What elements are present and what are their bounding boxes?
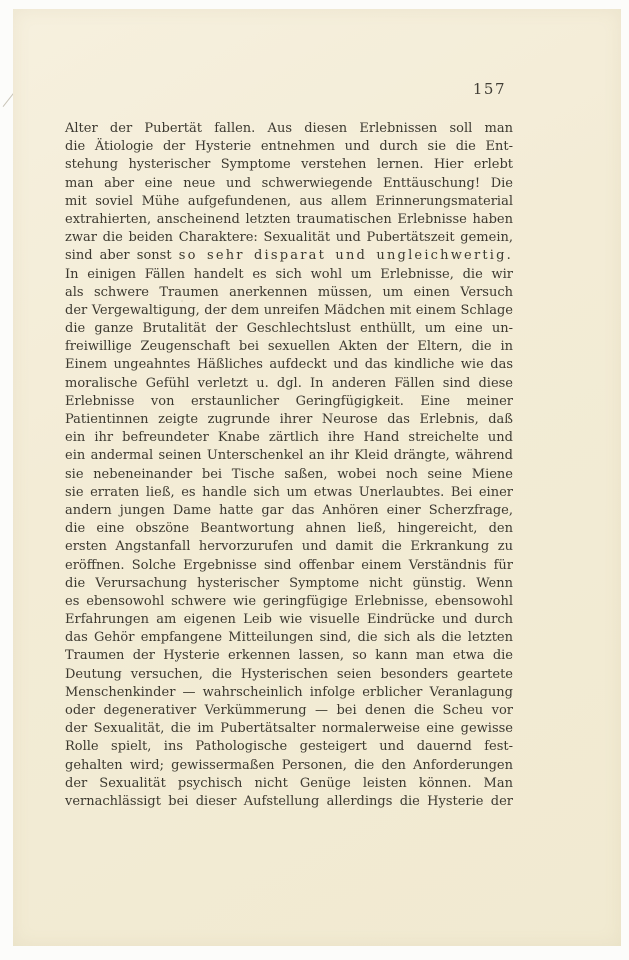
line-segment: zwar die beiden Charaktere: Sexualität und Pubertätszeit gemein, — [65, 230, 513, 246]
line-segment: Traumen der Hysterie erkennen lassen, so kann man etwa die — [65, 648, 513, 664]
text-line — [65, 284, 513, 302]
emphasized-spaced-text: so sehr disparat und ungleichwertig. — [178, 248, 513, 264]
line-segment: oder degenerativer Verkümmerung — bei denen die Scheu vor — [65, 703, 513, 718]
line-segment: In einigen Fällen handelt es sich wohl um Erlebnisse, die wir — [65, 266, 513, 282]
line-segment: man aber eine neue und schwerwiegende Enttäuschung! Die — [65, 175, 513, 191]
line-segment: die ganze Brutalität der Geschlechtslust enthüllt, um eine un- — [65, 321, 513, 337]
line-segment: es ebensowohl schwere wie geringfügige Erlebnisse, ebensowohl — [65, 593, 513, 609]
text-line — [65, 429, 513, 447]
text-line — [65, 411, 513, 429]
line-segment: ersten Angstanfall hervorzurufen und damit die Erkrankung zu — [65, 539, 513, 555]
text-line — [65, 575, 513, 593]
line-segment: der Vergewaltigung, der dem unreifen Mädchen mit einem Schlage — [65, 302, 513, 318]
line-segment: sind aber sonst — [65, 248, 179, 264]
book-page — [13, 9, 621, 946]
text-line — [65, 702, 513, 720]
line-segment: Patientinnen zeigte zugrunde ihrer Neurose das Erlebnis, daß — [65, 412, 513, 427]
line-segment: freiwillige Zeugenschaft bei sexuellen Akten der Eltern, die in — [65, 339, 513, 355]
line-segment: ein ihr befreundeter Knabe zärtlich ihre Hand streichelte und — [65, 430, 513, 446]
line-segment: Rolle spielt, ins Pathologische gesteigert und dauernd fest- — [65, 739, 513, 755]
text-line — [65, 520, 513, 538]
line-segment: Erlebnisse von erstaunlicher Geringfügigkeit. Eine meiner — [65, 393, 513, 409]
text-line — [65, 375, 513, 393]
line-segment: stehung hysterischer Symptome verstehen lernen. Hier erlebt — [65, 157, 513, 173]
text-line — [65, 175, 513, 193]
line-segment: andern jungen Dame hatte gar das Anhören einer Scherzfrage, — [65, 502, 513, 518]
text-line — [65, 338, 513, 356]
line-segment: Deutung versuchen, die Hysterischen seien besonders geartete — [65, 666, 513, 682]
text-line — [65, 120, 513, 138]
text-line — [65, 247, 513, 265]
line-segment: der Sexualität psychisch nicht Genüge leisten können. Man — [65, 775, 513, 791]
text-line — [65, 684, 513, 702]
text-line — [65, 211, 513, 229]
text-line — [65, 757, 513, 775]
text-line — [65, 738, 513, 756]
line-segment: ein andermal seinen Unterschenkel an ihr Kleid drängte, während — [65, 448, 513, 464]
text-line — [65, 193, 513, 211]
line-segment: der Sexualität, die im Pubertätsalter normalerweise eine gewisse — [65, 721, 513, 737]
line-segment: das Gehör empfangene Mitteilungen sind, die sich als die letzten — [65, 630, 513, 646]
line-segment: vernachlässigt bei dieser Aufstellung allerdings die Hysterie der — [65, 793, 513, 809]
line-segment: Alter der Pubertät fallen. Aus diesen Erlebnissen soll man — [65, 121, 513, 136]
text-line — [65, 320, 513, 338]
page-number: 157 — [472, 80, 506, 98]
line-segment: eröffnen. Solche Ergebnisse sind offenbar einem Verständnis für — [65, 557, 513, 573]
text-line — [65, 302, 513, 320]
text-line — [65, 138, 513, 156]
line-segment: extrahierten, anscheinend letzten traumatischen Erlebnisse haben — [65, 211, 513, 227]
text-line — [65, 666, 513, 684]
text-line — [65, 447, 513, 465]
line-segment: gehalten wird; gewissermaßen Personen, die den Anforderungen — [65, 757, 513, 773]
text-line — [65, 557, 513, 575]
text-line — [65, 538, 513, 556]
line-segment: Einem ungeahntes Häßliches aufdeckt und das kindliche wie das — [65, 357, 513, 373]
text-line — [65, 593, 513, 611]
line-segment: die eine obszöne Beantwortung ahnen ließ, hingereicht, den — [65, 521, 513, 537]
text-line — [65, 229, 513, 247]
text-line — [65, 393, 513, 411]
text-line — [65, 775, 513, 793]
line-segment: sie nebeneinander bei Tische saßen, wobei noch seine Miene — [65, 466, 513, 482]
text-line — [65, 266, 513, 284]
line-segment: mit soviel Mühe aufgefundenen, aus allem Erinnerungsmaterial — [65, 193, 513, 209]
text-line — [65, 793, 513, 811]
text-line — [65, 156, 513, 174]
line-segment: Menschenkinder — wahrscheinlich infolge erblicher Veranlagung — [65, 684, 513, 700]
line-segment: Erfahrungen am eigenen Leib wie visuelle Eindrücke und durch — [65, 612, 513, 628]
text-line — [65, 502, 513, 520]
text-line — [65, 611, 513, 629]
text-line — [65, 720, 513, 738]
text-line — [65, 466, 513, 484]
body-text — [65, 120, 513, 811]
text-line — [65, 647, 513, 665]
line-segment: die Verursachung hysterischer Symptome nicht günstig. Wenn — [65, 575, 513, 591]
line-segment: sie erraten ließ, es handle sich um etwas Unerlaubtes. Bei einer — [65, 484, 513, 500]
line-segment: als schwere Traumen anerkennen müssen, um einen Versuch — [65, 284, 513, 300]
text-line — [65, 629, 513, 647]
line-segment: die Ätiologie der Hysterie entnehmen und durch sie die Ent- — [65, 139, 513, 155]
line-segment: moralische Gefühl verletzt u. dgl. In anderen Fällen sind diese — [65, 375, 513, 391]
text-line — [65, 356, 513, 374]
text-line — [65, 484, 513, 502]
